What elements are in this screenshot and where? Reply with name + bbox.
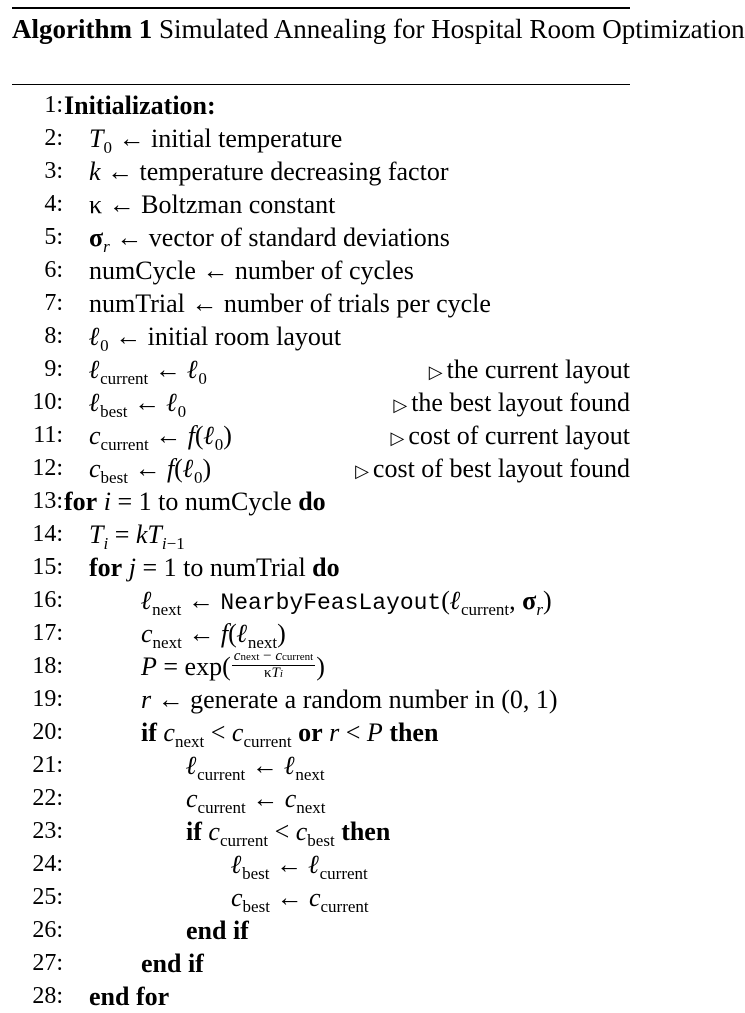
- algorithm-line-8: 8: ℓ$_0$ ← initial room layout: [44, 322, 342, 355]
- algorithm-line-24: 24: ℓ$_{best}$ ← ℓ$_{current}$: [32, 850, 368, 883]
- algorithm-line-13: 13: for i = 1 to numCycle do: [32, 487, 326, 516]
- probability-fraction: $\frac{\text{cnext − ccurrent}}{\text{κTi}}$: [233, 647, 314, 681]
- line-number: 21:: [32, 752, 63, 778]
- algorithm-line-3: 3: k ← temperature decreasing factor: [44, 157, 449, 186]
- line-number: 12:: [32, 455, 63, 481]
- line-number: 1:: [44, 92, 63, 118]
- line-number: 5:: [44, 224, 63, 250]
- algorithm-line-21: 21: ℓ$_{current}$ ← ℓ$_{next}$: [32, 751, 325, 784]
- line-number: 13:: [32, 488, 63, 514]
- algorithm-line-27: 27: end if: [32, 949, 204, 978]
- algorithm-line-17: 17: $c_{next}$ ← f(ℓ$_{next}$): [32, 619, 286, 652]
- line-number: 24:: [32, 851, 63, 877]
- line-number: 19:: [32, 686, 63, 712]
- algorithm-line-12: 12: $c_{best}$ ← f(ℓ$_0$) ▷ cost of best layout found: [32, 454, 630, 487]
- algorithm-line-25: 25: $c_{best}$ ← $c_{current}$: [32, 883, 369, 916]
- line-number: 28:: [32, 983, 63, 1009]
- line-number: 27:: [32, 950, 63, 976]
- algorithm-title: Simulated Annealing for Hospital Room Optimization: [158, 14, 745, 44]
- algorithm-caption: [12, 12, 745, 46]
- line-number: 23:: [32, 818, 63, 844]
- algorithm-line-6: 6: numCycle ← number of cycles: [44, 256, 414, 285]
- line-comment: ▷ cost of best layout found: [355, 454, 630, 483]
- algorithm-line-2: 2: $T_0$ ← initial temperature: [44, 124, 343, 157]
- line-number: 20:: [32, 719, 63, 745]
- line-number: 26:: [32, 917, 63, 943]
- algorithm-line-26: 26: end if: [32, 916, 249, 945]
- line-comment: ▷ the current layout: [428, 355, 630, 384]
- line-comment: ▷ cost of current layout: [390, 421, 630, 450]
- top-rule: [12, 7, 630, 9]
- line-number: 18:: [32, 653, 63, 679]
- caption-rule: [12, 84, 630, 85]
- algorithm-line-7: 7: numTrial ← number of trials per cycle: [44, 289, 491, 318]
- algorithm-line-10: 10: ℓ$_{best}$ ← ℓ$_0$ ▷ the best layout found: [32, 388, 630, 421]
- line-number: 25:: [32, 884, 63, 910]
- algorithm-line-11: 11: $c_{current}$ ← f(ℓ$_0$) ▷ cost of current layout: [33, 421, 630, 454]
- line-number: 17:: [32, 620, 63, 646]
- algorithm-line-22: 22: $c_{current}$ ← $c_{next}$: [32, 784, 326, 817]
- line-number: 14:: [32, 521, 63, 547]
- line-comment: ▷ the best layout found: [393, 388, 630, 417]
- algorithm-line-23: 23: if $c_{current} < c_{best}$ then: [32, 817, 391, 850]
- algorithm-label: Algorithm 1: [12, 14, 153, 44]
- algorithm-line-1: [0, 89, 641, 122]
- algorithm-line-4: 4: κ ← Boltzman constant: [44, 190, 336, 219]
- algorithm-line-20: 20: if $c_{next} < c_{current}$ or r < P then: [32, 718, 439, 751]
- algorithm-line-5: 5: $\sigma_r$ ← vector of standard deviations: [44, 223, 450, 256]
- line-number: 16:: [32, 587, 63, 613]
- algorithm-line-14: 14: $T_i = kT_{i-1}$: [32, 520, 185, 553]
- line-number: 2:: [44, 125, 63, 151]
- line-number: 6:: [44, 257, 63, 283]
- algorithm-line-16: 16: ℓ$_{next}$ ← NearbyFeasLayout(ℓ$_{current}$, $\sigma_r$): [32, 586, 552, 619]
- line-number: 3:: [44, 158, 63, 184]
- line-number: 22:: [32, 785, 63, 811]
- line-number: 10:: [32, 389, 63, 415]
- line-number: 4:: [44, 191, 63, 217]
- algorithm-line-9: 9: ℓ$_{current}$ ← ℓ$_0$ ▷ the current layout: [44, 355, 630, 388]
- algorithm-line-19: 19: r ← generate a random number in (0, 1): [32, 685, 558, 714]
- line-number: 7:: [44, 290, 63, 316]
- line-number: 9:: [44, 356, 63, 382]
- algorithm-line-28: 28: end for: [32, 982, 170, 1011]
- initialization-heading: Initialization:: [64, 91, 216, 120]
- line-number: 11:: [33, 422, 63, 448]
- algorithm-line-18: 18: P = exp( $\frac{\text{cnext − ccurrent}}{\text{κTi}}$ ): [32, 647, 325, 681]
- line-number: 8:: [44, 323, 63, 349]
- line-number: 15:: [32, 554, 63, 580]
- algorithm-line-15: 15: for j = 1 to numTrial do: [32, 553, 340, 582]
